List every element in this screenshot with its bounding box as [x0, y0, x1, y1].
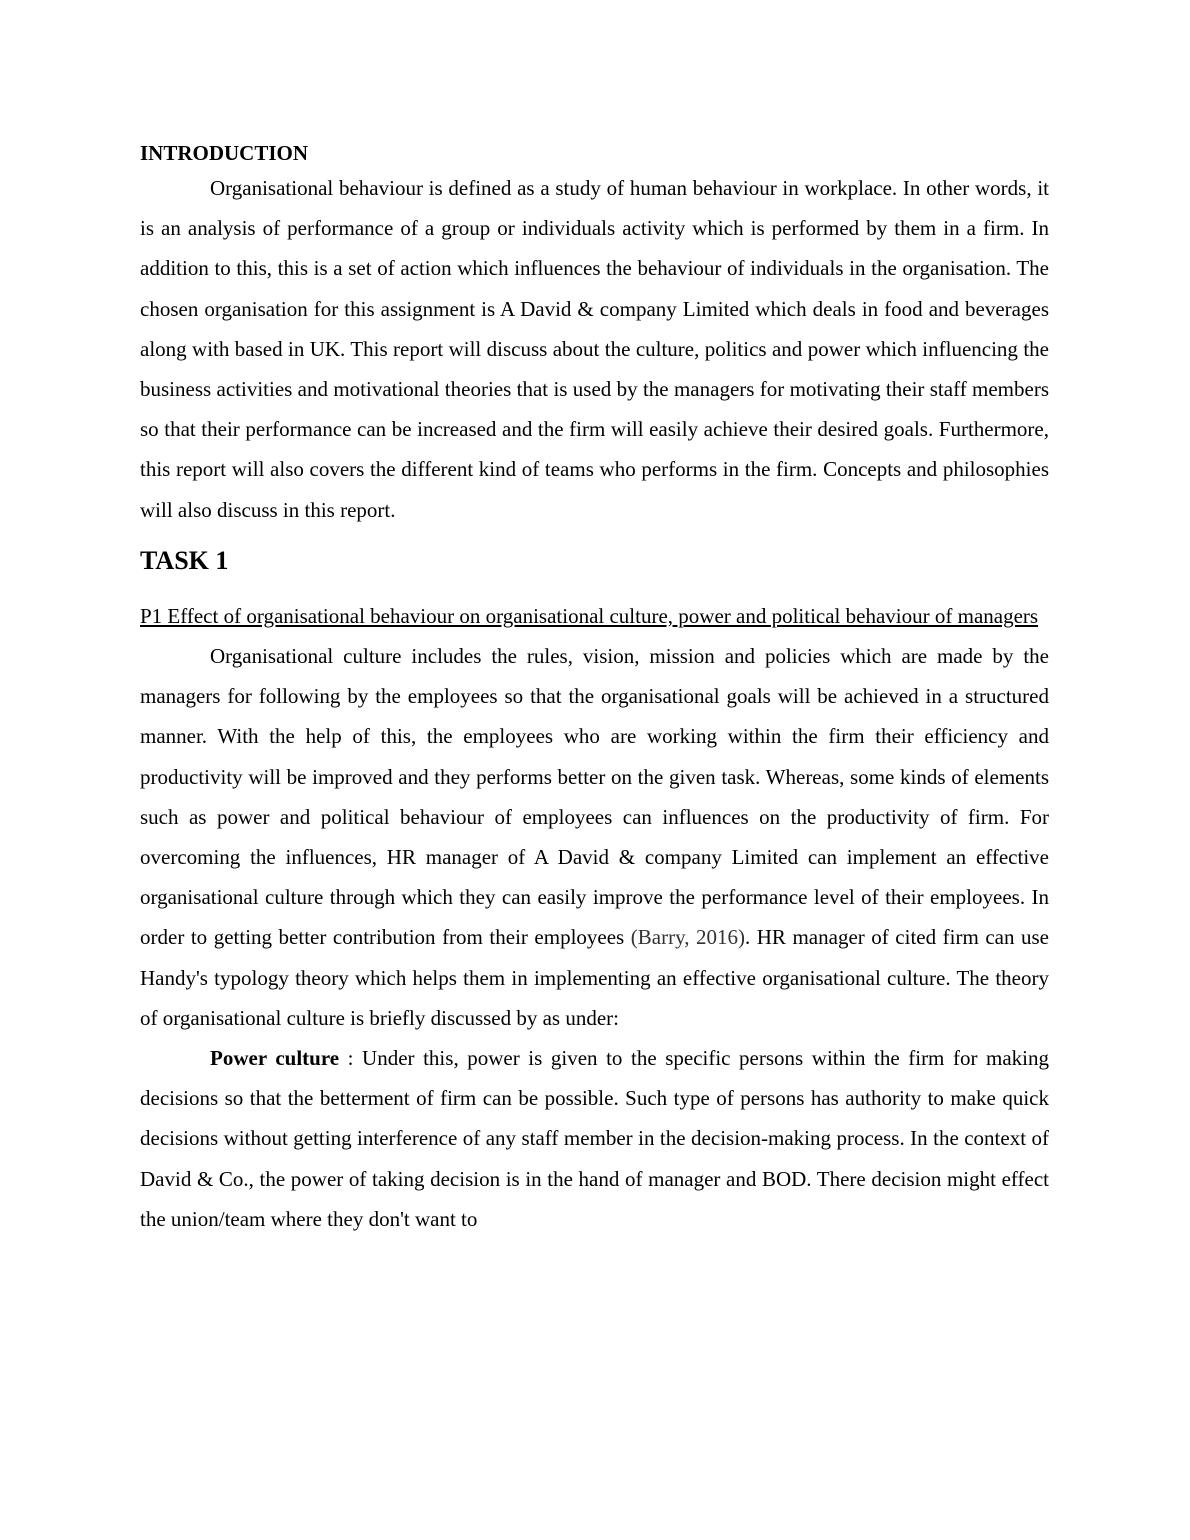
citation: (Barry, 2016): [630, 925, 745, 950]
document-page: [140, 138, 1049, 1239]
power-culture-text: : Under this, power is given to the specific persons within the firm for making decisions so that the betterment of firm can be possible. Such type of persons has authority to make quick decisions without getting interference of any staff member in the decision-making process. In the context of David & Co., the power of taking decision is in the hand of manager and BOD. There decision might effect the union/team where they don't want to: [140, 1046, 1049, 1231]
paragraph-text-before-citation: Organisational culture includes the rules, vision, mission and policies which are made by the managers for following by the employees so that the organisational goals will be achieved in a structured manner. With the help of this, the employees who are working within the firm their efficiency and productivity will be improved and they performs better on the given task. Whereas, some kinds of elements such as power and political behaviour of employees can influences on the productivity of firm. For overcoming the influences, HR manager of A David & company Limited can implement an effective organisational culture through which they can easily improve the performance level of their employees. In order to getting better contribution from their employees: [140, 644, 1049, 950]
organisational-culture-paragraph: [140, 636, 1049, 1038]
introduction-paragraph: Organisational behaviour is defined as a study of human behaviour in workplace. In other words, it is an analysis of performance of a group or individuals activity which is performed by them in a firm. In addition to this, this is a set of action which influences the behaviour of individuals in the organisation. The chosen organisation for this assignment is A David & company Limited which deals in food and beverages along with based in UK. This report will discuss about the culture, politics and power which influencing the business activities and motivational theories that is used by the managers for motivating their staff members so that their performance can be increased and the firm will easily achieve their desired goals. Furthermore, this report will also covers the different kind of teams who performs in the firm. Concepts and philosophies will also discuss in this report.: [140, 176, 1049, 522]
introduction-heading: INTRODUCTION: [140, 141, 309, 165]
task-1-heading: TASK 1: [140, 545, 229, 575]
p1-subheading: P1 Effect of organisational behaviour on organisational culture, power and political behaviour of managers: [140, 603, 1039, 628]
power-culture-paragraph: [140, 1038, 1049, 1239]
paragraph-text-after-citation: . HR manager of cited firm can use Handy's typology theory which helps them in implementing an effective organisational culture. The theory of organisational culture is briefly discussed by as under:: [140, 925, 1049, 1030]
power-culture-label: Power culture: [210, 1046, 340, 1071]
